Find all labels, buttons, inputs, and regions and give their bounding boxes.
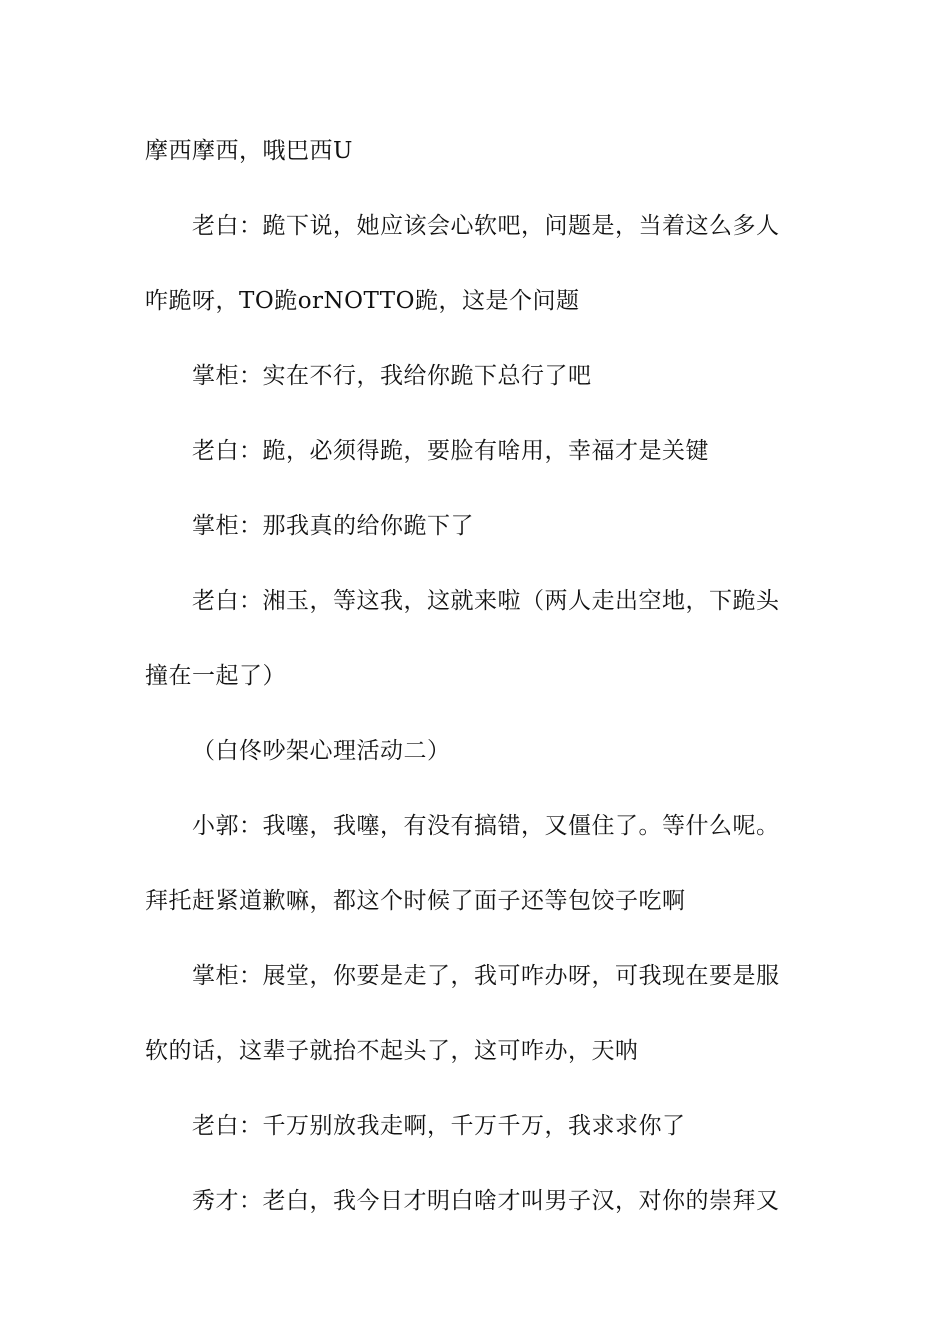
text-line: 拜托赶紧道歉嘛，都这个时候了面子还等包饺子吃啊: [145, 888, 686, 914]
text-line: 撞在一起了）: [145, 663, 286, 689]
text-line: 老白：千万别放我走啊，千万千万，我求求你了: [192, 1113, 686, 1139]
text-line: 小郭：我噻，我噻，有没有搞错，又僵住了。等什么呢。: [192, 813, 780, 839]
text-line: 掌柜：那我真的给你跪下了: [192, 513, 474, 539]
text-line: 咋跪呀，TO跪orNOTTO跪，这是个问题: [145, 288, 580, 314]
text-line: 老白：跪，必须得跪，要脸有啥用，幸福才是关键: [192, 438, 709, 464]
text-line: 软的话，这辈子就抬不起头了，这可咋办，天呐: [145, 1038, 639, 1064]
text-line: 掌柜：实在不行，我给你跪下总行了吧: [192, 363, 592, 389]
text-line: 掌柜：展堂，你要是走了，我可咋办呀，可我现在要是服: [192, 963, 780, 989]
text-line: 老白：跪下说，她应该会心软吧，问题是，当着这么多人: [192, 213, 780, 239]
text-line: 老白：湘玉，等这我，这就来啦（两人走出空地，下跪头: [192, 588, 780, 614]
text-line: 秀才：老白，我今日才明白啥才叫男子汉，对你的崇拜又: [192, 1188, 780, 1214]
text-line: （白佟吵架心理活动二）: [192, 738, 451, 764]
text-line: 摩西摩西，哦巴西U: [145, 138, 353, 164]
